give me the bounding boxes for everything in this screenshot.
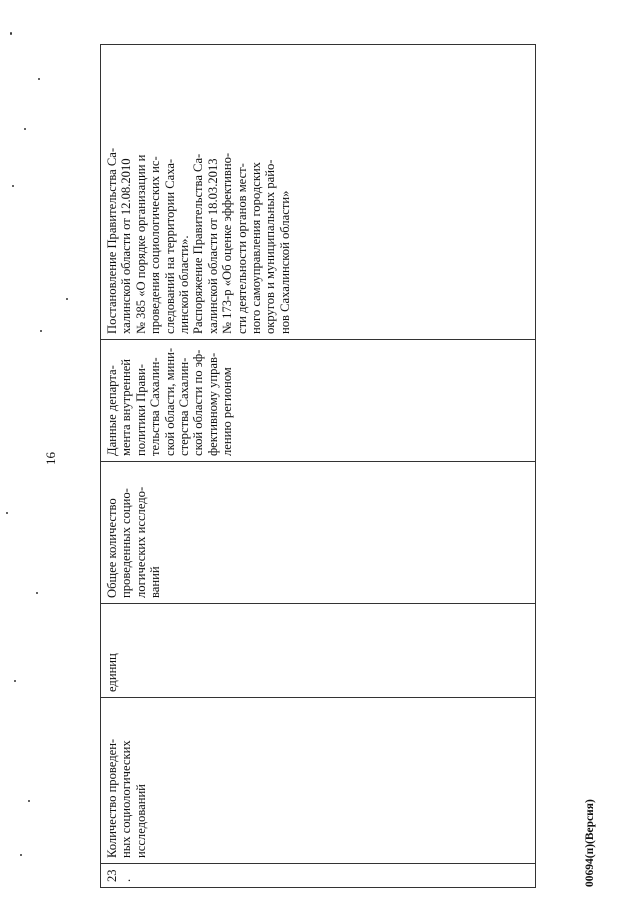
definition-cell [101, 462, 536, 604]
source-cell [101, 340, 536, 462]
data-source: Данные департа- мента внутренней политики Прави- тельства Сахалин- ской области, мини- стерства Сахалин- ской области по эф- фективному управ- лению регионом [105, 347, 235, 456]
row-number-cell [101, 864, 536, 888]
page-number: 16 [43, 452, 58, 465]
indicator-definition: Общее количество проведенных социо- логических исследо- ваний [105, 486, 163, 598]
indicator-table [100, 44, 536, 888]
unit-of-measure: единиц [105, 653, 119, 692]
legal-basis: Постановление Правительства Са- халинской области от 12.08.2010 № 385 «О порядке организации и проведения социологических ис- следований на территории Саха- линской области». Распоряжение Правительства Са- халинской области от 18.03.2013 № 173-р «Об оценке эффективно- сти деятельности органов мест- ного самоуправления городских округов и муниципальных райо- нов Сахалинской области» [105, 147, 292, 334]
unit-cell [101, 604, 536, 698]
table-row [101, 45, 536, 888]
indicator-name: Количество проведен- ных социологических исследований [105, 738, 148, 858]
document-code: 00694(п)(Версия) [584, 799, 596, 887]
legal-basis-cell [101, 45, 536, 340]
indicator-name-cell [101, 698, 536, 864]
row-number: 23. [105, 869, 134, 882]
